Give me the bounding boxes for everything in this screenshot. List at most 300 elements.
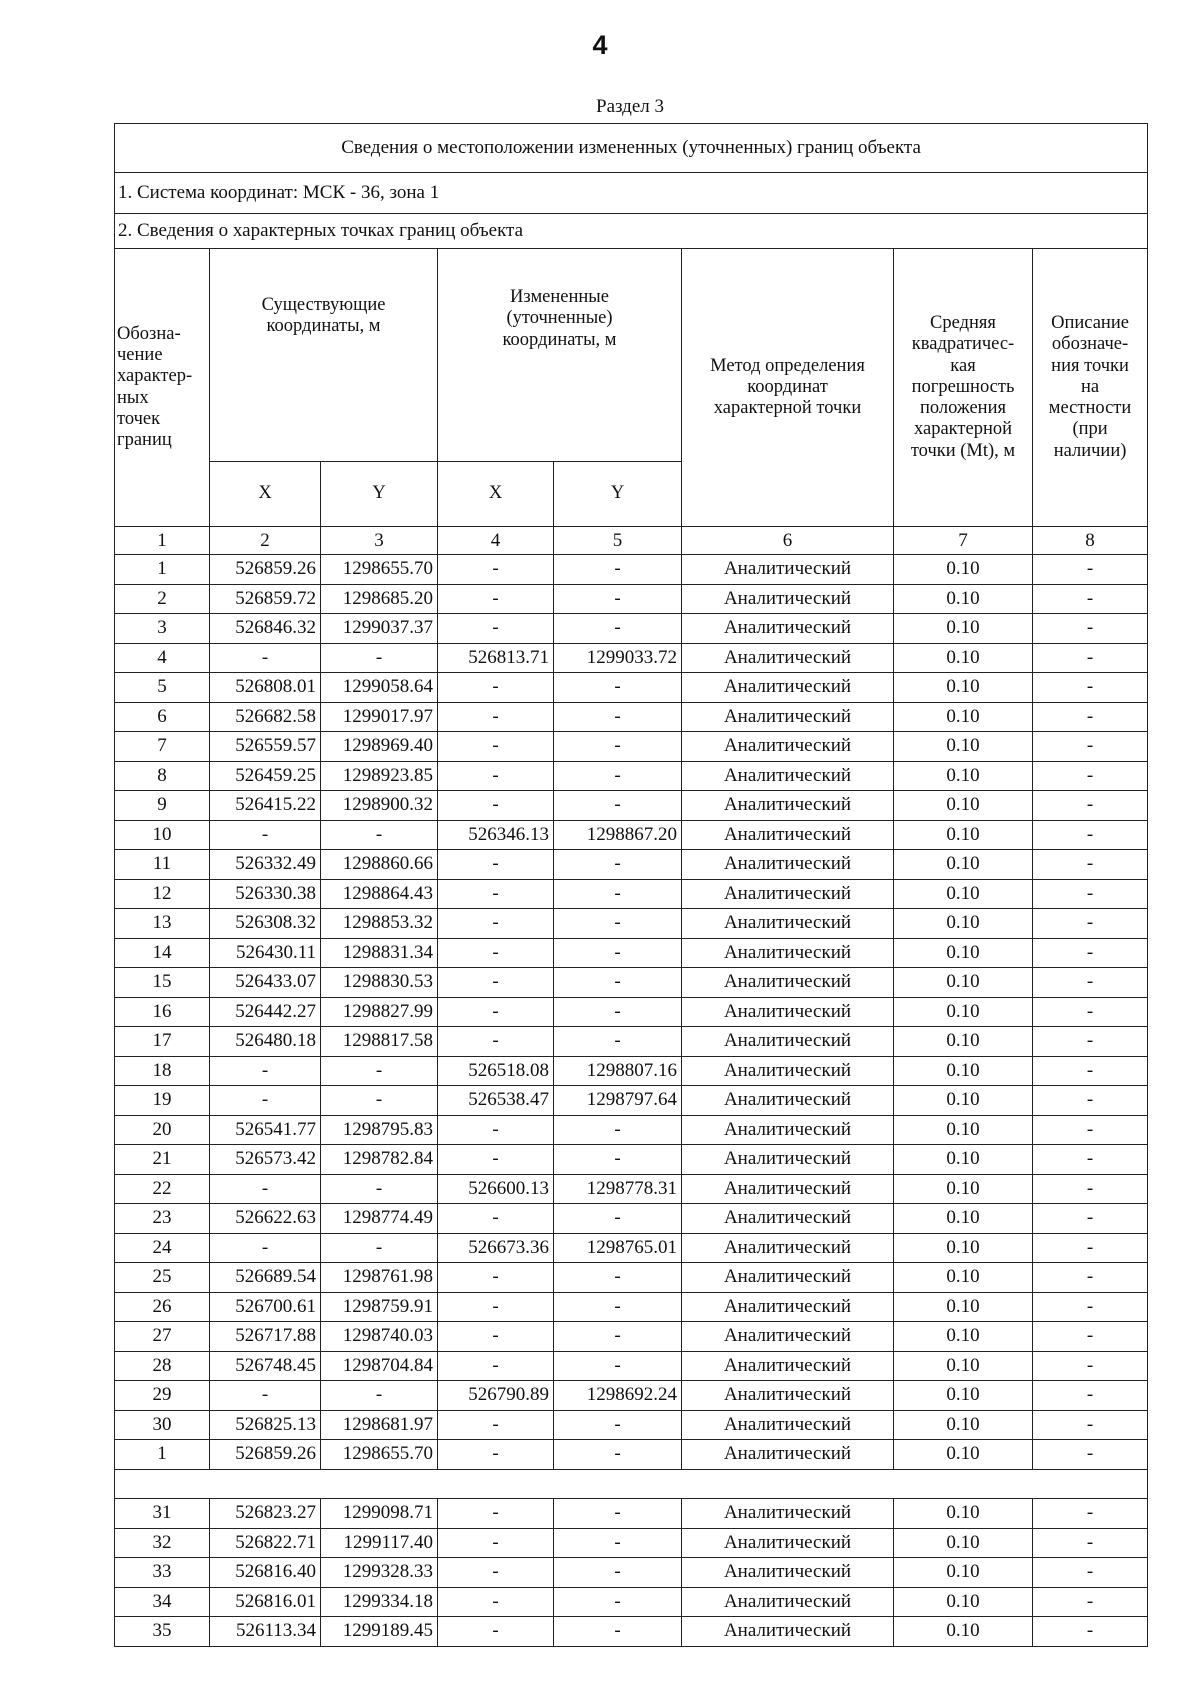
existing-x-cell: 526330.38	[210, 879, 321, 909]
table-row	[115, 1351, 1148, 1381]
point-number-cell: 32	[115, 1528, 210, 1558]
description-cell: -	[1033, 791, 1148, 821]
existing-y-cell: 1299189.45	[321, 1617, 438, 1647]
table-row	[115, 1410, 1148, 1440]
method-cell: Аналитический	[682, 1145, 894, 1175]
table-row	[115, 1174, 1148, 1204]
method-cell: Аналитический	[682, 938, 894, 968]
changed-x-cell: -	[438, 997, 554, 1027]
description-cell: -	[1033, 643, 1148, 673]
existing-x-cell: 526748.45	[210, 1351, 321, 1381]
boundary-points-table	[114, 123, 1148, 1647]
existing-y-cell: -	[321, 643, 438, 673]
description-cell: -	[1033, 1528, 1148, 1558]
changed-x-cell: -	[438, 1351, 554, 1381]
table-row	[115, 1617, 1148, 1647]
method-cell: Аналитический	[682, 1174, 894, 1204]
description-cell: -	[1033, 938, 1148, 968]
description-cell: -	[1033, 614, 1148, 644]
description-cell: -	[1033, 555, 1148, 585]
existing-x-cell: -	[210, 1233, 321, 1263]
existing-x-cell: 526559.57	[210, 732, 321, 762]
point-number-cell: 25	[115, 1263, 210, 1293]
description-cell: -	[1033, 732, 1148, 762]
table-title: Сведения о местоположении измененных (уточненных) границ объекта	[115, 124, 1148, 173]
existing-y-cell: 1298817.58	[321, 1027, 438, 1057]
point-number-cell: 2	[115, 584, 210, 614]
error-mt-cell: 0.10	[894, 820, 1033, 850]
point-number-cell: 5	[115, 673, 210, 703]
existing-x-cell: 526816.40	[210, 1558, 321, 1588]
error-mt-cell: 0.10	[894, 614, 1033, 644]
error-mt-cell: 0.10	[894, 1558, 1033, 1588]
error-mt-cell: 0.10	[894, 909, 1033, 939]
point-number-cell: 33	[115, 1558, 210, 1588]
table-row	[115, 820, 1148, 850]
point-number-cell: 18	[115, 1056, 210, 1086]
method-cell: Аналитический	[682, 850, 894, 880]
changed-x-cell: -	[438, 1292, 554, 1322]
error-mt-cell: 0.10	[894, 1499, 1033, 1529]
method-cell: Аналитический	[682, 555, 894, 585]
points-group-1	[115, 555, 1148, 1470]
existing-x-cell: 526113.34	[210, 1617, 321, 1647]
existing-x-cell: 526573.42	[210, 1145, 321, 1175]
error-mt-cell: 0.10	[894, 1528, 1033, 1558]
point-number-cell: 27	[115, 1322, 210, 1352]
error-mt-cell: 0.10	[894, 1174, 1033, 1204]
column-number: 3	[321, 527, 438, 555]
error-mt-cell: 0.10	[894, 1381, 1033, 1411]
method-cell: Аналитический	[682, 820, 894, 850]
existing-x-cell: 526433.07	[210, 968, 321, 998]
existing-x-cell: 526859.72	[210, 584, 321, 614]
description-cell: -	[1033, 1115, 1148, 1145]
description-cell: -	[1033, 584, 1148, 614]
table-row	[115, 1263, 1148, 1293]
method-cell: Аналитический	[682, 879, 894, 909]
description-cell: -	[1033, 1410, 1148, 1440]
changed-x-cell: -	[438, 1263, 554, 1293]
table-row	[115, 555, 1148, 585]
description-cell: -	[1033, 1381, 1148, 1411]
description-cell: -	[1033, 1440, 1148, 1470]
table-row	[115, 879, 1148, 909]
description-cell: -	[1033, 850, 1148, 880]
column-number: 4	[438, 527, 554, 555]
existing-y-cell: -	[321, 1174, 438, 1204]
existing-x-cell: 526459.25	[210, 761, 321, 791]
existing-x-cell: 526859.26	[210, 555, 321, 585]
existing-y-cell: 1298830.53	[321, 968, 438, 998]
method-cell: Аналитический	[682, 643, 894, 673]
description-cell: -	[1033, 1351, 1148, 1381]
table-row	[115, 643, 1148, 673]
existing-x-cell: 526480.18	[210, 1027, 321, 1057]
existing-x-cell: 526332.49	[210, 850, 321, 880]
changed-x-cell: -	[438, 614, 554, 644]
method-cell: Аналитический	[682, 1440, 894, 1470]
changed-x-cell: 526346.13	[438, 820, 554, 850]
table-row	[115, 673, 1148, 703]
error-mt-cell: 0.10	[894, 732, 1033, 762]
table-row	[115, 1381, 1148, 1411]
column-number: 8	[1033, 527, 1148, 555]
method-cell: Аналитический	[682, 1322, 894, 1352]
description-cell: -	[1033, 1499, 1148, 1529]
existing-y-cell: 1298655.70	[321, 555, 438, 585]
point-number-cell: 34	[115, 1587, 210, 1617]
existing-x-cell: 526415.22	[210, 791, 321, 821]
existing-x-cell: -	[210, 643, 321, 673]
point-number-cell: 8	[115, 761, 210, 791]
point-number-cell: 15	[115, 968, 210, 998]
existing-x-cell: 526689.54	[210, 1263, 321, 1293]
method-cell: Аналитический	[682, 584, 894, 614]
table-row	[115, 1204, 1148, 1234]
changed-y-cell: -	[554, 1587, 682, 1617]
header-point-designation: Обозна- чение характер- ных точек границ	[115, 249, 210, 527]
method-cell: Аналитический	[682, 1499, 894, 1529]
changed-y-cell: -	[554, 673, 682, 703]
description-cell: -	[1033, 1233, 1148, 1263]
point-number-cell: 19	[115, 1086, 210, 1116]
changed-y-cell: -	[554, 968, 682, 998]
table-row	[115, 761, 1148, 791]
method-cell: Аналитический	[682, 909, 894, 939]
header-x-changed: X	[438, 462, 554, 527]
column-number: 5	[554, 527, 682, 555]
point-number-cell: 28	[115, 1351, 210, 1381]
error-mt-cell: 0.10	[894, 938, 1033, 968]
error-mt-cell: 0.10	[894, 791, 1033, 821]
changed-y-cell: -	[554, 1263, 682, 1293]
changed-y-cell: -	[554, 1410, 682, 1440]
description-cell: -	[1033, 909, 1148, 939]
description-cell: -	[1033, 997, 1148, 1027]
point-number-cell: 12	[115, 879, 210, 909]
error-mt-cell: 0.10	[894, 584, 1033, 614]
changed-y-cell: -	[554, 1204, 682, 1234]
error-mt-cell: 0.10	[894, 968, 1033, 998]
existing-y-cell: 1299037.37	[321, 614, 438, 644]
error-mt-cell: 0.10	[894, 850, 1033, 880]
changed-y-cell: -	[554, 1322, 682, 1352]
description-cell: -	[1033, 673, 1148, 703]
changed-x-cell: -	[438, 938, 554, 968]
changed-x-cell: -	[438, 1587, 554, 1617]
existing-y-cell: 1298681.97	[321, 1410, 438, 1440]
error-mt-cell: 0.10	[894, 643, 1033, 673]
existing-y-cell: 1299058.64	[321, 673, 438, 703]
header-error: Средняя квадратичес- кая погрешность положения характерной точки (Mt), м	[894, 249, 1033, 527]
method-cell: Аналитический	[682, 732, 894, 762]
existing-y-cell: 1298655.70	[321, 1440, 438, 1470]
changed-x-cell: -	[438, 1322, 554, 1352]
method-cell: Аналитический	[682, 702, 894, 732]
table-row	[115, 1292, 1148, 1322]
changed-y-cell: 1298692.24	[554, 1381, 682, 1411]
changed-y-cell: -	[554, 1617, 682, 1647]
header-changed-coords: Измененные (уточненные) координаты, м	[438, 249, 682, 462]
changed-y-cell: 1298867.20	[554, 820, 682, 850]
error-mt-cell: 0.10	[894, 1440, 1033, 1470]
changed-x-cell: -	[438, 909, 554, 939]
description-cell: -	[1033, 1263, 1148, 1293]
table-row	[115, 1528, 1148, 1558]
changed-y-cell: -	[554, 791, 682, 821]
description-cell: -	[1033, 1056, 1148, 1086]
changed-x-cell: -	[438, 1115, 554, 1145]
header-y-changed: Y	[554, 462, 682, 527]
changed-x-cell: -	[438, 968, 554, 998]
column-number: 7	[894, 527, 1033, 555]
method-cell: Аналитический	[682, 997, 894, 1027]
point-number-cell: 26	[115, 1292, 210, 1322]
method-cell: Аналитический	[682, 1528, 894, 1558]
existing-y-cell: 1298685.20	[321, 584, 438, 614]
existing-x-cell: -	[210, 1056, 321, 1086]
existing-x-cell: 526430.11	[210, 938, 321, 968]
existing-x-cell: 526622.63	[210, 1204, 321, 1234]
method-cell: Аналитический	[682, 1410, 894, 1440]
existing-y-cell: 1299098.71	[321, 1499, 438, 1529]
changed-y-cell: -	[554, 909, 682, 939]
changed-y-cell: -	[554, 850, 682, 880]
method-cell: Аналитический	[682, 1086, 894, 1116]
error-mt-cell: 0.10	[894, 997, 1033, 1027]
changed-x-cell: -	[438, 1145, 554, 1175]
changed-x-cell: -	[438, 702, 554, 732]
existing-x-cell: 526700.61	[210, 1292, 321, 1322]
changed-y-cell: -	[554, 1145, 682, 1175]
table-row	[115, 997, 1148, 1027]
point-number-cell: 24	[115, 1233, 210, 1263]
existing-y-cell: 1299017.97	[321, 702, 438, 732]
error-mt-cell: 0.10	[894, 1322, 1033, 1352]
changed-y-cell: -	[554, 1528, 682, 1558]
page-number: 4	[592, 30, 608, 60]
existing-y-cell: 1299117.40	[321, 1528, 438, 1558]
column-number: 6	[682, 527, 894, 555]
table-row	[115, 584, 1148, 614]
existing-y-cell: -	[321, 1056, 438, 1086]
error-mt-cell: 0.10	[894, 1292, 1033, 1322]
existing-y-cell: 1298900.32	[321, 791, 438, 821]
description-cell: -	[1033, 1174, 1148, 1204]
point-number-cell: 23	[115, 1204, 210, 1234]
error-mt-cell: 0.10	[894, 1233, 1033, 1263]
point-number-cell: 16	[115, 997, 210, 1027]
changed-x-cell: -	[438, 1499, 554, 1529]
existing-y-cell: 1298860.66	[321, 850, 438, 880]
existing-y-cell: 1298704.84	[321, 1351, 438, 1381]
method-cell: Аналитический	[682, 1263, 894, 1293]
existing-x-cell: 526823.27	[210, 1499, 321, 1529]
point-number-cell: 1	[115, 555, 210, 585]
table-row	[115, 1027, 1148, 1057]
description-cell: -	[1033, 968, 1148, 998]
changed-x-cell: -	[438, 673, 554, 703]
header-description: Описание обозначе- ния точки на местности (при наличии)	[1033, 249, 1148, 527]
existing-x-cell: 526682.58	[210, 702, 321, 732]
changed-y-cell: -	[554, 732, 682, 762]
changed-y-cell: -	[554, 1351, 682, 1381]
existing-x-cell: -	[210, 1086, 321, 1116]
changed-y-cell: -	[554, 997, 682, 1027]
existing-y-cell: -	[321, 820, 438, 850]
error-mt-cell: 0.10	[894, 1027, 1033, 1057]
error-mt-cell: 0.10	[894, 1145, 1033, 1175]
error-mt-cell: 0.10	[894, 1056, 1033, 1086]
changed-x-cell: -	[438, 1558, 554, 1588]
description-cell: -	[1033, 702, 1148, 732]
header-existing-coords: Существующие координаты, м	[210, 249, 438, 462]
column-numbers-row	[115, 527, 1148, 555]
existing-y-cell: 1298831.34	[321, 938, 438, 968]
table-row	[115, 968, 1148, 998]
group-separator-row	[115, 1469, 1148, 1499]
existing-y-cell: 1298853.32	[321, 909, 438, 939]
method-cell: Аналитический	[682, 1292, 894, 1322]
table-row	[115, 1145, 1148, 1175]
changed-x-cell: -	[438, 555, 554, 585]
changed-y-cell: 1298765.01	[554, 1233, 682, 1263]
point-number-cell: 29	[115, 1381, 210, 1411]
point-number-cell: 22	[115, 1174, 210, 1204]
changed-x-cell: -	[438, 850, 554, 880]
changed-x-cell: -	[438, 761, 554, 791]
changed-x-cell: 526538.47	[438, 1086, 554, 1116]
error-mt-cell: 0.10	[894, 1204, 1033, 1234]
changed-y-cell: 1298797.64	[554, 1086, 682, 1116]
existing-x-cell: 526541.77	[210, 1115, 321, 1145]
changed-x-cell: -	[438, 879, 554, 909]
changed-y-cell: 1298778.31	[554, 1174, 682, 1204]
method-cell: Аналитический	[682, 1558, 894, 1588]
table-row	[115, 850, 1148, 880]
method-cell: Аналитический	[682, 1027, 894, 1057]
description-cell: -	[1033, 879, 1148, 909]
changed-y-cell: -	[554, 1558, 682, 1588]
existing-y-cell: -	[321, 1233, 438, 1263]
existing-x-cell: 526808.01	[210, 673, 321, 703]
error-mt-cell: 0.10	[894, 1263, 1033, 1293]
existing-y-cell: 1298969.40	[321, 732, 438, 762]
changed-x-cell: -	[438, 1440, 554, 1470]
description-cell: -	[1033, 1204, 1148, 1234]
point-number-cell: 21	[115, 1145, 210, 1175]
changed-y-cell: -	[554, 1499, 682, 1529]
changed-x-cell: 526790.89	[438, 1381, 554, 1411]
method-cell: Аналитический	[682, 1587, 894, 1617]
header-method: Метод определения координат характерной точки	[682, 249, 894, 527]
point-number-cell: 1	[115, 1440, 210, 1470]
changed-y-cell: 1298807.16	[554, 1056, 682, 1086]
existing-y-cell: 1298923.85	[321, 761, 438, 791]
method-cell: Аналитический	[682, 1056, 894, 1086]
table-row	[115, 702, 1148, 732]
changed-x-cell: 526673.36	[438, 1233, 554, 1263]
description-cell: -	[1033, 1027, 1148, 1057]
description-cell: -	[1033, 1558, 1148, 1588]
description-cell: -	[1033, 1322, 1148, 1352]
changed-x-cell: -	[438, 1528, 554, 1558]
existing-x-cell: 526816.01	[210, 1587, 321, 1617]
existing-y-cell: 1298774.49	[321, 1204, 438, 1234]
changed-x-cell: 526518.08	[438, 1056, 554, 1086]
existing-x-cell: 526442.27	[210, 997, 321, 1027]
description-cell: -	[1033, 1617, 1148, 1647]
existing-x-cell: 526308.32	[210, 909, 321, 939]
point-number-cell: 11	[115, 850, 210, 880]
table-row	[115, 1440, 1148, 1470]
error-mt-cell: 0.10	[894, 1587, 1033, 1617]
method-cell: Аналитический	[682, 761, 894, 791]
coord-system: 1. Система координат: МСК - 36, зона 1	[115, 173, 1148, 214]
section-label: Раздел 3	[596, 96, 664, 117]
method-cell: Аналитический	[682, 1204, 894, 1234]
description-cell: -	[1033, 1587, 1148, 1617]
existing-x-cell: -	[210, 1174, 321, 1204]
error-mt-cell: 0.10	[894, 1115, 1033, 1145]
changed-y-cell: -	[554, 702, 682, 732]
changed-x-cell: -	[438, 1204, 554, 1234]
point-number-cell: 6	[115, 702, 210, 732]
existing-y-cell: -	[321, 1381, 438, 1411]
existing-y-cell: 1298795.83	[321, 1115, 438, 1145]
table-row	[115, 732, 1148, 762]
column-number: 2	[210, 527, 321, 555]
existing-x-cell: 526846.32	[210, 614, 321, 644]
header-y-existing: Y	[321, 462, 438, 527]
column-number: 1	[115, 527, 210, 555]
table-row	[115, 791, 1148, 821]
header-x-existing: X	[210, 462, 321, 527]
table-row	[115, 1587, 1148, 1617]
changed-x-cell: -	[438, 1617, 554, 1647]
changed-x-cell: 526813.71	[438, 643, 554, 673]
existing-y-cell: 1299328.33	[321, 1558, 438, 1588]
points-group-2	[115, 1499, 1148, 1647]
existing-y-cell: 1299334.18	[321, 1587, 438, 1617]
point-number-cell: 4	[115, 643, 210, 673]
changed-y-cell: -	[554, 584, 682, 614]
point-number-cell: 20	[115, 1115, 210, 1145]
existing-y-cell: -	[321, 1086, 438, 1116]
changed-y-cell: -	[554, 614, 682, 644]
existing-x-cell: -	[210, 1381, 321, 1411]
method-cell: Аналитический	[682, 968, 894, 998]
changed-x-cell: -	[438, 732, 554, 762]
error-mt-cell: 0.10	[894, 1351, 1033, 1381]
error-mt-cell: 0.10	[894, 555, 1033, 585]
description-cell: -	[1033, 1292, 1148, 1322]
existing-x-cell: 526717.88	[210, 1322, 321, 1352]
error-mt-cell: 0.10	[894, 879, 1033, 909]
description-cell: -	[1033, 1145, 1148, 1175]
error-mt-cell: 0.10	[894, 1086, 1033, 1116]
changed-y-cell: -	[554, 1440, 682, 1470]
existing-x-cell: -	[210, 820, 321, 850]
table-row	[115, 1558, 1148, 1588]
changed-y-cell: -	[554, 879, 682, 909]
table-row	[115, 938, 1148, 968]
existing-y-cell: 1298864.43	[321, 879, 438, 909]
changed-x-cell: 526600.13	[438, 1174, 554, 1204]
changed-y-cell: -	[554, 938, 682, 968]
table-row	[115, 1056, 1148, 1086]
